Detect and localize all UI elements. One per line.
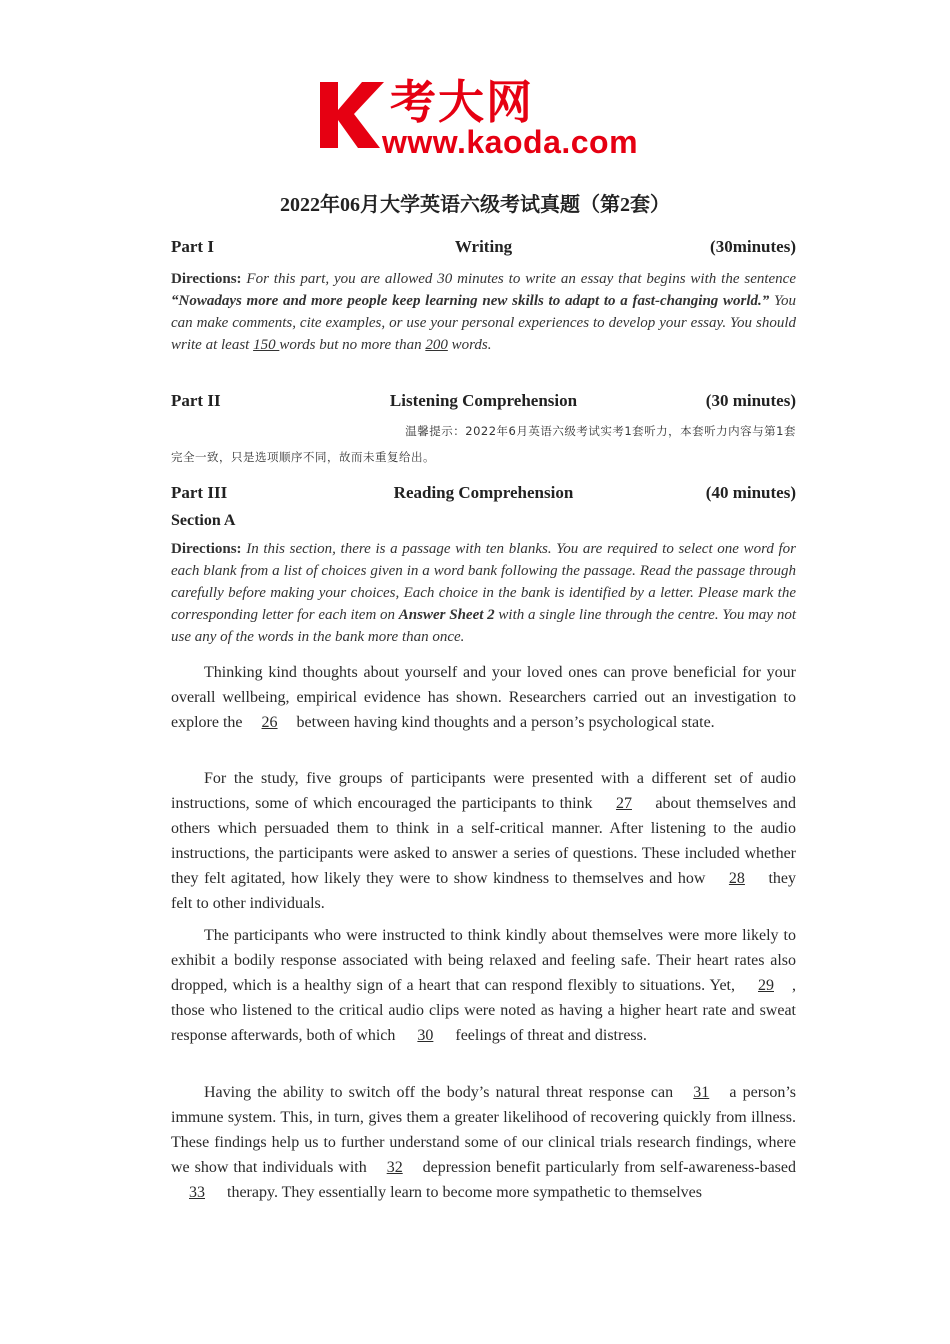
passage-paragraph-1: [171, 660, 796, 735]
blank-26[interactable]: 26: [261, 714, 278, 731]
passage-text: about themselves and others which persuaded them to think in a self-critical manner. After listening to the audio instructions, the participants were asked to answer a series of questions. These included whether they felt agitated, how likely they were to show kindness to themselves and how: [171, 795, 796, 887]
part2-label: Part II: [171, 391, 221, 410]
dir-text: For this part, you are allowed 30 minutes to write an essay that begins with the sentence: [241, 271, 796, 287]
page-title: 2022年06月大学英语六级考试真题（第2套）: [280, 194, 670, 216]
min-words: 150: [253, 337, 280, 353]
part3-header: [171, 483, 796, 507]
part2-time: (30 minutes): [705, 391, 796, 410]
blank-31[interactable]: 31: [693, 1084, 710, 1101]
directions-label: Directions:: [171, 271, 242, 287]
passage-text: Having the ability to switch off the body’s natural threat response can: [204, 1084, 680, 1101]
passage-text: a person’s immune system. This, in turn, gives them a greater likelihood of recovering quickly from illness. These findings help us to further understand some of our clinical trials research findings, where we show that individuals with: [171, 1084, 796, 1176]
logo-brand-text: 考大网: [390, 75, 534, 129]
dir-text: words.: [447, 337, 492, 353]
directions-label: Directions:: [171, 541, 242, 557]
passage-text: therapy. They essentially learn to become more sympathetic to themselves: [223, 1184, 702, 1201]
blank-33[interactable]: 33: [189, 1184, 205, 1201]
part3-directions: [171, 538, 796, 648]
part3-name: Reading Comprehension: [393, 483, 574, 502]
part1-time: (30minutes): [710, 237, 796, 256]
part1-directions: [171, 268, 796, 356]
part3-label: Part III: [171, 483, 228, 502]
passage-paragraph-4: [171, 1080, 796, 1216]
part2-name: Listening Comprehension: [389, 391, 578, 410]
passage-text: depression benefit particularly from self-awareness-based: [417, 1159, 796, 1176]
kaoda-logo: [318, 72, 648, 162]
logo-url: www.kaoda.com: [382, 124, 639, 160]
passage-paragraph-2: [171, 766, 796, 916]
passage-text: they felt to other individuals.: [171, 870, 796, 912]
dir-text: with a single line through the centre. You may not use any of the words in the bank more than once.: [171, 607, 796, 645]
listening-tip: [171, 418, 796, 470]
max-words: 200: [425, 337, 448, 353]
part1-label: Part I: [171, 237, 214, 256]
part2-header: [171, 391, 796, 415]
passage-text: feelings of threat and distress.: [451, 1027, 647, 1044]
blank-27[interactable]: 27: [615, 795, 632, 812]
tip-line-1: 温馨提示：2022年6月英语六级考试实考1套听力，本套听力内容与第1套: [405, 424, 796, 438]
tip-line-2: 完全一致，只是选项顺序不同，故而未重复给出。: [171, 450, 435, 464]
answer-sheet-ref: Answer Sheet 2: [398, 607, 495, 623]
blank-29[interactable]: 29: [758, 977, 774, 994]
essay-prompt: “Nowadays more and more people keep learning new skills to adapt to a fast-changing world.”: [171, 293, 770, 309]
passage-paragraph-3: [171, 923, 796, 1048]
blank-28[interactable]: 28: [728, 870, 745, 887]
dir-text: You can make comments, cite examples, or use your personal experiences to develop your essay. You should write at least: [171, 293, 797, 353]
passage-text: The participants who were instructed to think kindly about themselves were more likely to exhibit a bodily response associated with being relaxed and feeling safe. Their heart rates also dropped, which is a healthy sign of a heart that can respond flexibly to situations. Yet,: [171, 927, 796, 994]
blank-30[interactable]: 30: [417, 1027, 434, 1044]
dir-text: In this section, there is a passage with ten blanks. You are required to select one word for each blank from a list of choices given in a word bank following the passage. Read the passage through carefully before making your choices, Each choice in the bank is identified by a letter. Please mark the corresponding letter for each item on: [171, 541, 796, 623]
blank-32[interactable]: 32: [386, 1159, 403, 1176]
part1-header: [171, 237, 796, 261]
part1-name: Writing: [454, 237, 513, 256]
dir-text: words but no more than: [279, 337, 426, 353]
passage-text: For the study, five groups of participants were presented with a different set of audio instructions, some of which encouraged the participants to think: [171, 770, 796, 812]
section-a-heading: Section A: [171, 512, 236, 529]
part3-time: (40 minutes): [705, 483, 796, 502]
passage-text: between having kind thoughts and a person’s psychological state.: [292, 714, 715, 731]
k-logo-icon: [318, 80, 388, 150]
passage-text: Thinking kind thoughts about yourself and your loved ones can prove beneficial for your overall wellbeing, empirical evidence has shown. Researchers carried out an investigation to explore the: [171, 664, 796, 731]
passage-text: , those who listened to the critical audio clips were noted as having a higher heart rate and sweat response afterwards, both of which: [171, 977, 796, 1044]
